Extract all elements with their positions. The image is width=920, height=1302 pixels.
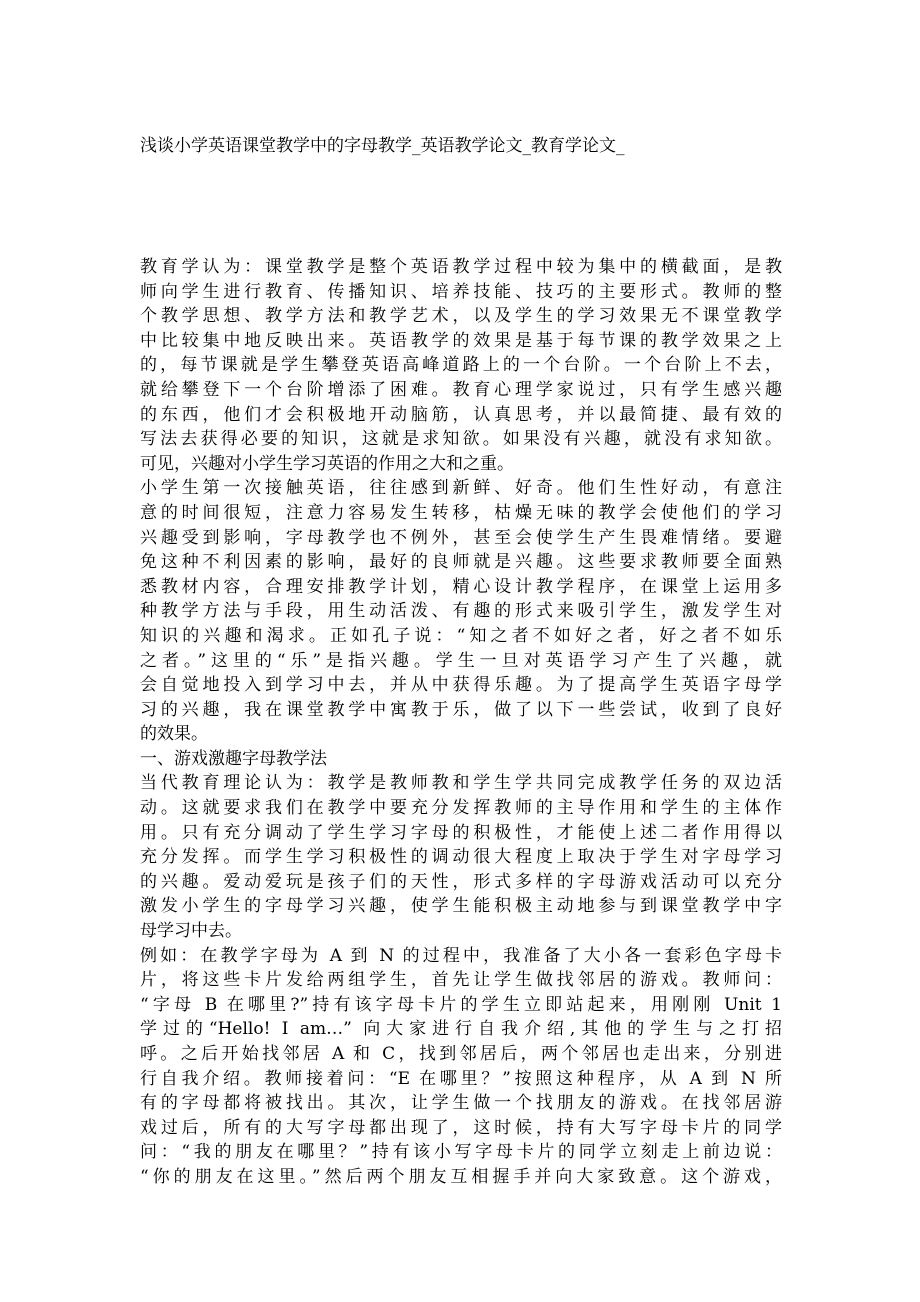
text-line: 的东西，他们才会积极地开动脑筋，认真思考，并以最简捷、最有效的 (140, 404, 782, 425)
text-line: 片，将这些卡片发给两组学生，首先让学生做找邻居的游戏。教师问： (140, 970, 782, 991)
text-line: 一、游戏激趣字母教学法 (140, 748, 327, 769)
text-line: 中比较集中地反映出来。英语教学的效果是基于每节课的教学效果之上 (140, 330, 782, 351)
text-line: 充分发挥。而学生学习积极性的调动很大程度上取决于学生对字母学习 (140, 847, 782, 868)
text-line: 写法去获得必要的知识，这就是求知欲。如果没有兴趣，就没有求知欲。 (140, 429, 782, 450)
text-line: 的效果。 (140, 724, 208, 745)
text-line: 兴趣受到影响，字母教学也不例外，甚至会使学生产生畏难情绪。要避 (140, 527, 782, 548)
text-line: 呼。之后开始找邻居 A 和 C，找到邻居后，两个邻居也走出来，分别进 (140, 1044, 782, 1064)
text-line: 师向学生进行教育、传播知识、培养技能、技巧的主要形式。教师的整 (140, 281, 782, 302)
text-line: 之者。”这里的“乐”是指兴趣。学生一旦对英语学习产生了兴趣，就 (140, 650, 782, 671)
document-title: 浅谈小学英语课堂教学中的字母教学_英语教学论文_教育学论文_ (140, 136, 625, 156)
text-line: 习的兴趣，我在课堂教学中寓教于乐，做了以下一些尝试，收到了良好 (140, 699, 782, 720)
text-line: 问：“我的朋友在哪里？”持有该小写字母卡片的同学立刻走上前边说： (140, 1142, 782, 1163)
text-line: 的兴趣。爱动爱玩是孩子们的天性，形式多样的字母游戏活动可以充分 (140, 871, 782, 892)
text-line: 母学习中去。 (140, 921, 242, 942)
text-line: 有的字母都将被找出。其次，让学生做一个找朋友的游戏。在找邻居游 (140, 1093, 782, 1114)
document-body (140, 255, 782, 1190)
text-line: 教育学认为：课堂教学是整个英语教学过程中较为集中的横截面，是教 (140, 257, 782, 277)
text-line: 悉教材内容，合理安排教学计划，精心设计教学程序，在课堂上运用多 (140, 576, 782, 597)
text-line: 例如：在教学字母为 A 到 N 的过程中，我准备了大小各一套彩色字母卡 (140, 945, 782, 966)
text-line: 激发小学生的字母学习兴趣，使学生能积极主动地参与到课堂教学中字 (140, 896, 782, 917)
text-line: 可见，兴趣对小学生学习英语的作用之大和之重。 (140, 453, 514, 474)
text-line: 戏过后，所有的大写字母都出现了，这时候，持有大写字母卡片的同学 (140, 1117, 782, 1138)
text-line: 免这种不利因素的影响，最好的良师就是兴趣。这些要求教师要全面熟 (140, 552, 782, 573)
text-line: 小学生第一次接触英语，往往感到新鲜、好奇。他们生性好动，有意注 (140, 478, 782, 499)
text-line: 个教学思想、教学方法和教学艺术，以及学生的学习效果无不课堂教学 (140, 306, 782, 327)
text-line: 就给攀登下一个台阶增添了困难。教育心理学家说过，只有学生感兴趣 (140, 379, 782, 400)
text-line: 动。这就要求我们在教学中要充分发挥教师的主导作用和学生的主体作 (140, 798, 782, 819)
text-line: 用。只有充分调动了学生学习字母的积极性，才能使上述二者作用得以 (140, 822, 782, 843)
text-line: 知识的兴趣和渴求。正如孔子说：“知之者不如好之者，好之者不如乐 (140, 625, 782, 646)
text-line: 会自觉地投入到学习中去，并从中获得乐趣。为了提高学生英语字母学 (140, 675, 782, 696)
text-line: 行自我介绍。教师接着问：“E 在哪里？”按照这种程序，从 A 到 N 所 (140, 1068, 782, 1089)
text-line: “字母 B 在哪里?”持有该字母卡片的学生立即站起来，用刚刚 Unit 1 (140, 994, 782, 1015)
text-line: 的，每节课就是学生攀登英语高峰道路上的一个台阶。一个台阶上不去， (140, 355, 782, 376)
text-line: 种教学方法与手段，用生动活泼、有趣的形式来吸引学生，激发学生对 (140, 601, 782, 622)
text-line: 学过的“Hello! I am…” 向大家进行自我介绍,其他的学生与之打招 (140, 1019, 782, 1040)
text-line: 意的时间很短，注意力容易发生转移，枯燥无味的教学会使他们的学习 (140, 502, 782, 523)
text-line: “你的朋友在这里。”然后两个朋友互相握手并向大家致意。这个游戏， (140, 1166, 782, 1187)
text-line: 当代教育理论认为：教学是教师教和学生学共同完成教学任务的双边活 (140, 773, 782, 794)
